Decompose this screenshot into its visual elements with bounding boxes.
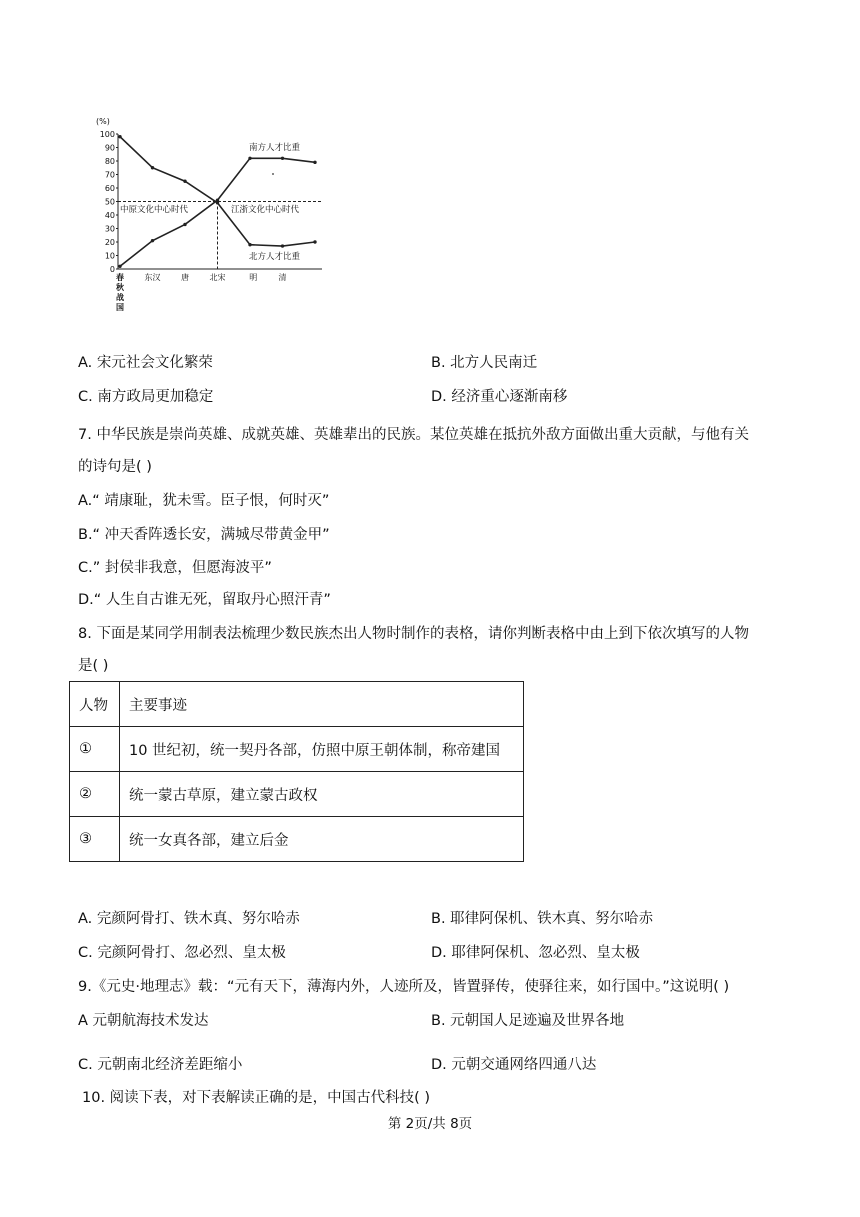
- north-data-point: [151, 166, 154, 169]
- q7-stem-line1: 7. 中华民族是崇尚英雄、成就英雄、英雄辈出的民族。某位英雄在抵抗外敌方面做出重大贡献，与他有关: [78, 427, 749, 443]
- table-row: [70, 727, 524, 772]
- table-row: [70, 817, 524, 862]
- q7-stem-line2: 的诗句是( ): [78, 459, 152, 475]
- north-data-point: [281, 244, 284, 247]
- south-data-point: [183, 223, 186, 226]
- x-tick-label-char: 国: [116, 303, 124, 312]
- q9-option-d: D. 元朝交通网络四通八达: [431, 1057, 597, 1073]
- annotation-central-plains: 中原文化中心时代: [120, 205, 189, 215]
- series-line-north: [120, 137, 315, 246]
- table-cell: ③: [70, 817, 120, 862]
- q8-stem-line2: 是( ): [78, 658, 109, 674]
- x-tick-label: 东汉: [144, 273, 161, 282]
- q8-table: [69, 681, 524, 862]
- north-data-point: [248, 243, 251, 246]
- table-cell: 统一蒙古草原，建立蒙古政权: [120, 772, 524, 817]
- q8-stem-line1: 8. 下面是某同学用制表法梳理少数民族杰出人物时制作的表格，请你判断表格中由上到下依次填写的人物: [78, 626, 749, 642]
- y-tick-label: 40: [104, 211, 115, 220]
- x-tick-label: 北宋: [209, 273, 226, 282]
- y-unit-label: (%): [96, 117, 110, 126]
- y-tick-label: 30: [104, 224, 115, 234]
- y-tick-label: 10: [104, 251, 115, 261]
- south-data-point: [281, 157, 284, 160]
- north-data-point: [216, 201, 219, 204]
- north-data-point: [118, 135, 121, 138]
- q7-option-d: D.“ 人生自古谁无死，留取丹心照汗青”: [78, 592, 331, 608]
- x-tick-label: 明: [249, 273, 258, 282]
- y-tick-label: 90: [104, 143, 115, 153]
- x-tick-label: 唐: [181, 273, 189, 282]
- q9-option-a: A 元朝航海技术发达: [78, 1013, 209, 1029]
- north-data-point: [313, 240, 316, 243]
- north-data-point: [183, 180, 186, 183]
- q6-option-b: B. 北方人民南迁: [431, 355, 538, 371]
- table-cell: ①: [70, 727, 120, 772]
- x-tick-label-char: 战: [116, 293, 124, 302]
- q8-option-c: C. 完颜阿骨打、忽必烈、皇太极: [78, 945, 286, 961]
- x-tick-label-char: 春: [116, 273, 124, 282]
- annotation-jiangzhe: 江浙文化中心时代: [231, 205, 300, 215]
- table-header-cell: 主要事迹: [120, 682, 524, 727]
- stray-dot: [272, 173, 274, 175]
- q8-option-d: D. 耶律阿保机、忽必烈、皇太极: [431, 945, 640, 961]
- south-data-point: [313, 161, 316, 164]
- table-header-cell: 人物: [70, 682, 120, 727]
- q7-option-c: C.” 封侯非我意，但愿海波平”: [78, 560, 272, 576]
- table-row: [70, 772, 524, 817]
- table-cell: 10 世纪初，统一契丹各部，仿照中原王朝体制，称帝建国: [120, 727, 524, 772]
- x-axis-labels: [115, 272, 287, 312]
- table-cell: ②: [70, 772, 120, 817]
- south-data-point: [118, 265, 121, 268]
- y-tick-label: 20: [104, 238, 115, 247]
- page-number-footer: 第 2页/共 8页: [387, 1116, 473, 1132]
- talent-ratio-chart: [90, 112, 330, 317]
- q7-option-b: B.“ 冲天香阵透长安，满城尽带黄金甲”: [78, 527, 330, 543]
- south-data-point: [151, 239, 154, 242]
- y-tick-label: 60: [104, 184, 115, 193]
- table-header-row: [70, 682, 524, 727]
- q10-stem: 10. 阅读下表，对下表解读正确的是，中国古代科技( ): [82, 1090, 431, 1106]
- q9-option-b: B. 元朝国人足迹遍及世界各地: [431, 1013, 625, 1029]
- table-cell: 统一女真各部，建立后金: [120, 817, 524, 862]
- q6-option-c: C. 南方政局更加稳定: [78, 389, 214, 405]
- q8-option-a: A. 完颜阿骨打、铁木真、努尔哈赤: [78, 911, 300, 927]
- y-tick-label: 70: [104, 170, 115, 180]
- y-tick-label: 0: [109, 265, 115, 274]
- south-data-point: [248, 157, 251, 160]
- y-tick-label: 100: [99, 130, 115, 139]
- x-tick-label-char: 秋: [116, 283, 124, 292]
- series-label-south: 南方人才比重: [249, 143, 301, 153]
- y-tick-label: 80: [104, 157, 115, 166]
- x-tick-label: 清: [278, 273, 287, 282]
- q8-option-b: B. 耶律阿保机、铁木真、努尔哈赤: [431, 911, 654, 927]
- y-axis-ticks: [100, 130, 118, 274]
- q9-stem: 9.《元史·地理志》载：“元有天下，薄海内外，人迹所及，皆置驿传，使驿往来，如行国中。”这说明( ): [78, 979, 730, 995]
- q6-option-a: A. 宋元社会文化繁荣: [78, 355, 213, 371]
- q6-option-d: D. 经济重心逐渐南移: [431, 389, 568, 405]
- q7-option-a: A.“ 靖康耻，犹未雪。臣子恨，何时灭”: [78, 493, 330, 509]
- series-label-north: 北方人才比重: [249, 252, 301, 262]
- q9-option-c: C. 元朝南北经济差距缩小: [78, 1057, 243, 1073]
- y-tick-label: 50: [104, 197, 115, 207]
